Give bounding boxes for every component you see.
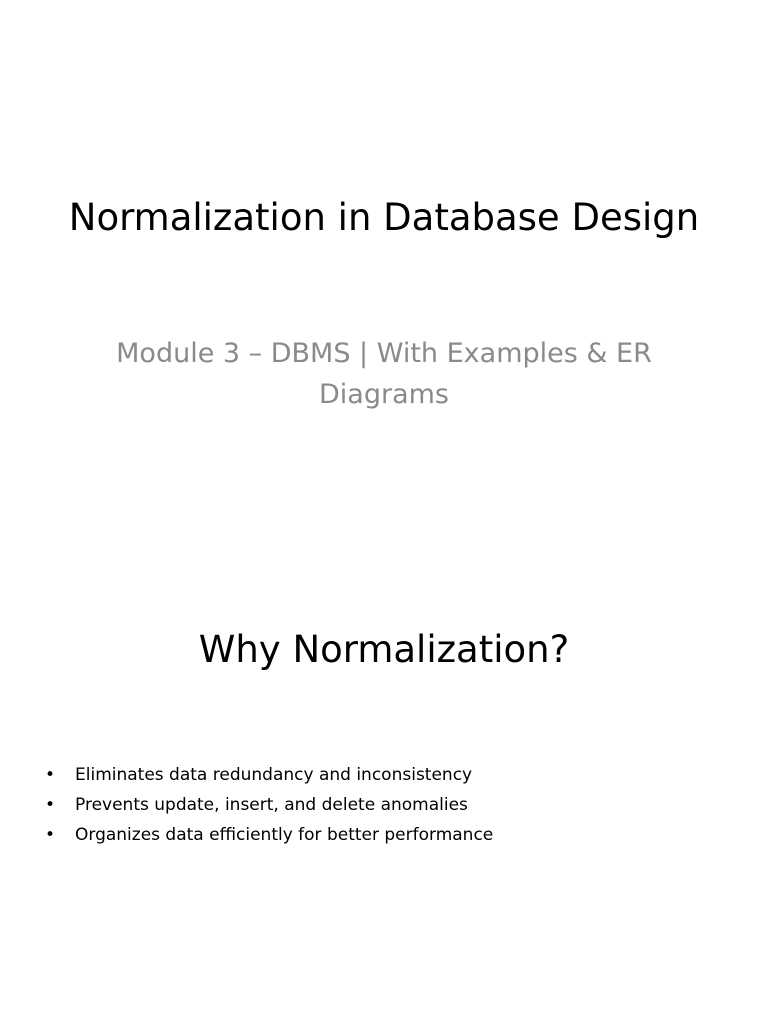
bullet-item [44, 760, 493, 790]
slide-heading: Why Normalization? [198, 628, 570, 671]
bullet-text: Organizes data efficiently for better performance [75, 825, 494, 845]
bullet-icon: • [45, 825, 56, 845]
bullet-icon: • [45, 765, 56, 785]
slide-subtitle: Module 3 – DBMS | With Examples & ER Diagrams [116, 338, 652, 410]
bullet-item [44, 820, 493, 850]
bullet-text: Eliminates data redundancy and inconsistency [75, 765, 473, 785]
bullet-text: Prevents update, insert, and delete anomalies [75, 795, 468, 815]
bullet-icon: • [45, 795, 56, 815]
content-slide [0, 576, 768, 1024]
bullet-item [44, 790, 493, 820]
slide-title: Normalization in Database Design [68, 196, 700, 239]
bullet-list [44, 760, 493, 850]
